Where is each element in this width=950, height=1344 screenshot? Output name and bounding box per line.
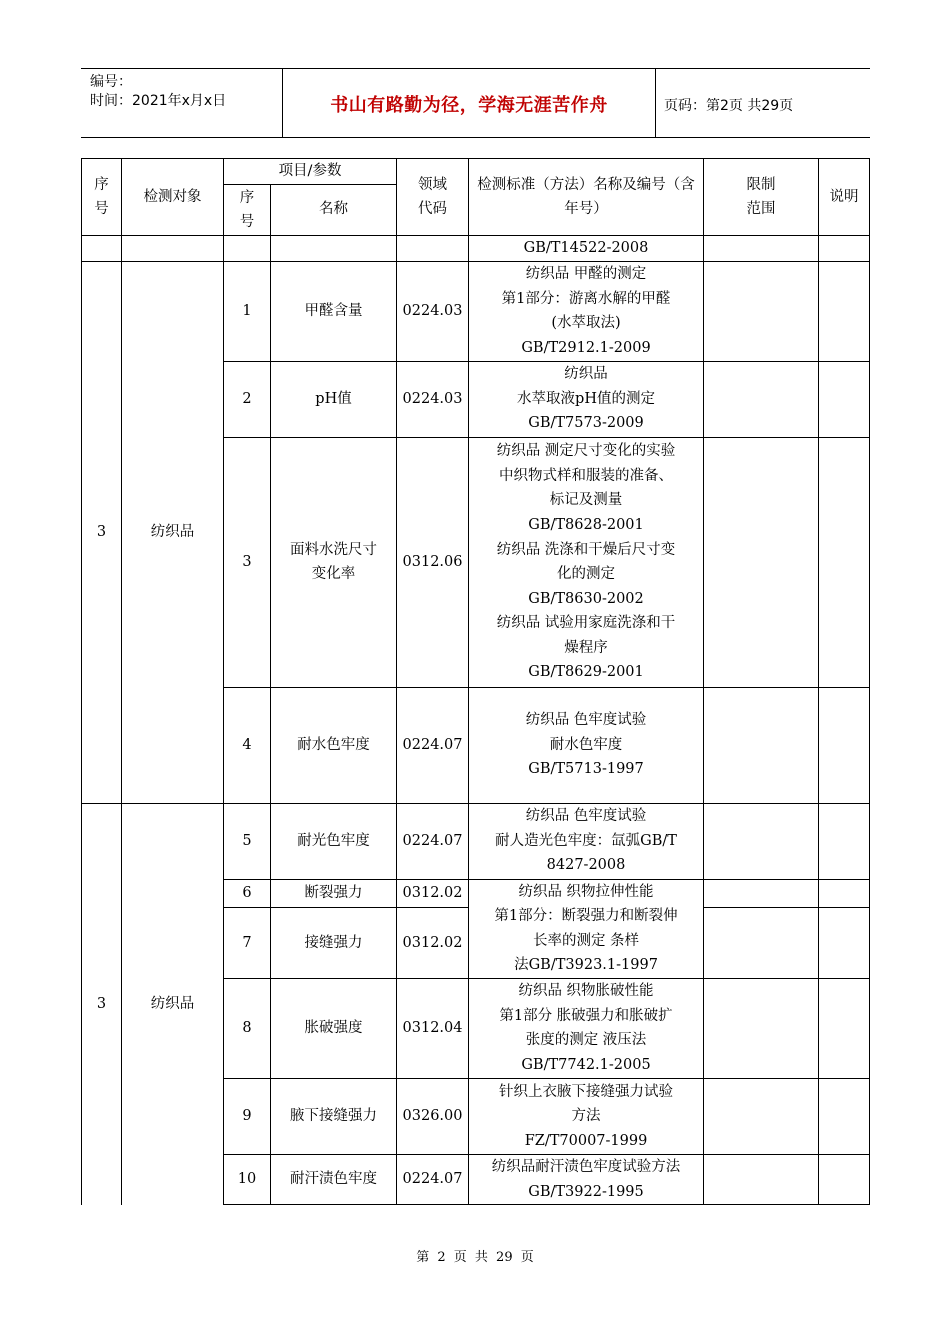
header-divider — [655, 69, 656, 137]
header-meta — [90, 73, 226, 111]
item-code: 0312.04 — [397, 978, 469, 1078]
item-code: 0312.06 — [397, 437, 469, 687]
header-name: 名称 — [271, 184, 397, 235]
page-footer: 第 2 页 共 29 页 — [416, 1250, 534, 1265]
item-name: 甲醛含量 — [271, 261, 397, 361]
time-label: 时间：2021年x月x日 — [90, 93, 227, 109]
standard-cell: 纺织品 色牢度试验 耐水色牢度 GB/T5713-1997 — [469, 687, 704, 803]
item-no: 1 — [224, 261, 271, 361]
standard-cell: GB/T14522-2008 — [469, 235, 704, 261]
table-row — [82, 261, 870, 361]
standard-cell: 纺织品 织物拉伸性能 第1部分：断裂强力和断裂伸 长率的测定 条样 法GB/T3923.1-1997 — [469, 879, 704, 978]
standard-cell: 纺织品 甲醛的测定 第1部分：游离水解的甲醛 (水萃取法) GB/T2912.1-2009 — [469, 261, 704, 361]
item-no: 8 — [224, 978, 271, 1078]
standard-cell: 纺织品 织物胀破性能 第1部分 胀破强力和胀破扩 张度的测定 液压法 GB/T7742.1-2005 — [469, 978, 704, 1078]
item-name: 腋下接缝强力 — [271, 1078, 397, 1154]
item-no: 7 — [224, 907, 271, 978]
header-field-code: 领域代码 — [397, 159, 469, 236]
item-name: 耐水色牢度 — [271, 687, 397, 803]
standard-cell: 针织上衣腋下接缝强力试验 方法 FZ/T70007-1999 — [469, 1078, 704, 1154]
table-row — [82, 803, 870, 879]
item-code: 0224.07 — [397, 803, 469, 879]
item-code: 0224.03 — [397, 361, 469, 437]
group-object: 纺织品 — [122, 803, 224, 1205]
inspection-table — [81, 158, 870, 1205]
item-name: 断裂强力 — [271, 879, 397, 907]
group-object: 纺织品 — [122, 261, 224, 803]
number-label: 编号： — [90, 74, 132, 90]
standard-cell: 纺织品耐汗渍色牢度试验方法 GB/T3922-1995 — [469, 1154, 704, 1204]
header-seq: 序号 — [82, 159, 122, 236]
item-name: pH值 — [271, 361, 397, 437]
item-no: 4 — [224, 687, 271, 803]
header-limit: 限制范围 — [704, 159, 819, 236]
item-no: 5 — [224, 803, 271, 879]
header-standard: 检测标准（方法）名称及编号（含年号） — [469, 159, 704, 236]
page-header — [81, 68, 870, 138]
header-item-param: 项目/参数 — [224, 159, 397, 185]
item-code: 0312.02 — [397, 907, 469, 978]
header-note: 说明 — [819, 159, 870, 236]
item-name: 接缝强力 — [271, 907, 397, 978]
header-motto: 书山有路勤为径，学海无涯苦作舟 — [330, 95, 608, 116]
header-sub-seq: 序号 — [224, 184, 271, 235]
item-name: 面料水洗尺寸变化率 — [271, 437, 397, 687]
group-seq: 3 — [82, 261, 122, 803]
standard-cell: 纺织品 水萃取液pH值的测定 GB/T7573-2009 — [469, 361, 704, 437]
item-code: 0312.02 — [397, 879, 469, 907]
item-code: 0224.03 — [397, 261, 469, 361]
item-name: 耐汗渍色牢度 — [271, 1154, 397, 1204]
standard-cell: 纺织品 色牢度试验 耐人造光色牢度：氙弧GB/T 8427-2008 — [469, 803, 704, 879]
header-page-label: 页码：第2页 共29页 — [664, 98, 794, 114]
item-code: 0224.07 — [397, 687, 469, 803]
item-name: 耐光色牢度 — [271, 803, 397, 879]
item-name: 胀破强度 — [271, 978, 397, 1078]
table-row — [82, 235, 870, 261]
group-seq: 3 — [82, 803, 122, 1205]
item-code: 0326.00 — [397, 1078, 469, 1154]
item-no: 9 — [224, 1078, 271, 1154]
item-no: 10 — [224, 1154, 271, 1204]
standard-cell: 纺织品 测定尺寸变化的实验 中织物式样和服装的准备、 标记及测量 GB/T8628-2001 纺织品 洗涤和干燥后尺寸变 化的测定 GB/T8630-2002 纺织品 试验用家庭洗涤和干 燥程序 GB/T8629-2001 — [469, 437, 704, 687]
item-code: 0224.07 — [397, 1154, 469, 1204]
header-object: 检测对象 — [122, 159, 224, 236]
item-no: 6 — [224, 879, 271, 907]
item-no: 3 — [224, 437, 271, 687]
item-no: 2 — [224, 361, 271, 437]
